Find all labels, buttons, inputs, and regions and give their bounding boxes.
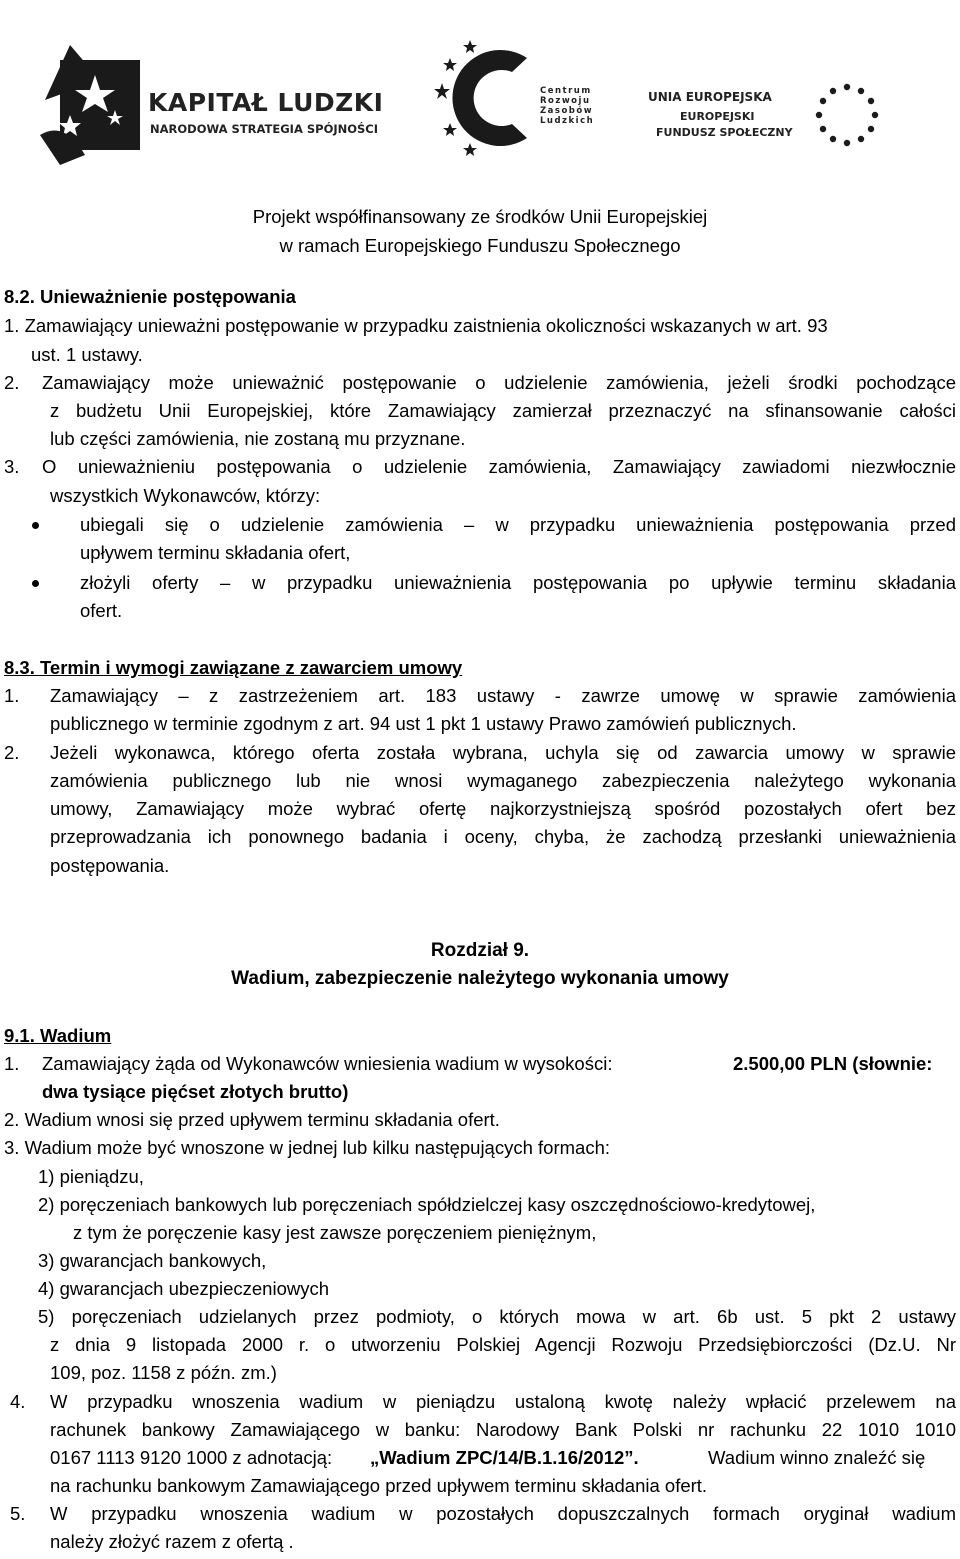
s82-p1-line1: 1. Zamawiający unieważni postępowanie w przypadku zaistnienia okoliczności wskazanych w art. 93 xyxy=(4,315,828,336)
s91-p4-line4: na rachunku bankowym Zamawiającego przed upływem terminu składania ofert. xyxy=(50,1475,708,1496)
s82-p2-line1: Zamawiający może unieważnić postępowanie o udzielenie zamówienia, jeżeli środki pochodzące xyxy=(42,372,956,393)
s83-p2-line5: postępowania. xyxy=(50,855,170,876)
s91-form-2-line1: 2) poręczeniach bankowych lub poręczeniach spółdzielczej kasy oszczędnościowo-kredytowej, xyxy=(38,1194,816,1215)
s82-p3-line1: O unieważnieniu postępowania o udzielenie zamówienia, Zamawiający zawiadomi niezwłocznie xyxy=(42,456,956,477)
kapital-ludzki-logo-icon xyxy=(40,40,150,170)
s82-p3-num: 3. xyxy=(4,456,20,477)
crzl-logo-icon xyxy=(432,28,542,168)
bullet-icon xyxy=(32,522,39,529)
s82-b2-line1: złożyli oferty – w przypadku unieważnienia postępowania po upływie terminu składania xyxy=(80,572,956,593)
s91-form-5-line1: 5) poręczeniach udzielanych przez podmioty, o których mowa w art. 6b ust. 5 pkt 2 ustawy xyxy=(38,1306,956,1327)
s82-p2-line2: z budżetu Unii Europejskiej, które Zamawiający zamierzał przeznaczyć na sfinansowanie całości xyxy=(50,400,956,421)
s91-p1-num: 1. xyxy=(4,1053,20,1074)
kapital-ludzki-subtitle: NARODOWA STRATEGIA SPÓJNOŚCI xyxy=(150,122,379,136)
s91-p5-num: 5. xyxy=(10,1503,26,1524)
chapter-9-title: Wadium, zabezpieczenie należytego wykonania umowy xyxy=(231,968,729,989)
s91-p4-line3c: Wadium winno znaleźć się xyxy=(708,1447,926,1468)
bullet-icon xyxy=(32,580,39,587)
s91-p4-num: 4. xyxy=(10,1391,26,1412)
kapital-ludzki-title: KAPITAŁ LUDZKI xyxy=(148,88,384,117)
s91-p1-line2: dwa tysiące pięćset złotych brutto) xyxy=(42,1081,349,1102)
s83-p2-line4: przeprowadzania ich ponownego badania i oceny, chyba, że zachodzą przesłanki unieważnienia xyxy=(50,826,956,847)
s91-p2: 2. Wadium wnosi się przed upływem terminu składania ofert. xyxy=(4,1109,500,1130)
s91-form-1: 1) pieniądzu, xyxy=(38,1166,144,1187)
s91-form-2-line2: z tym że poręczenie kasy jest zawsze poręczeniem pieniężnym, xyxy=(73,1222,597,1243)
s91-p5-line2: należy złożyć razem z ofertą . xyxy=(50,1531,294,1552)
s83-p2-num: 2. xyxy=(4,742,20,763)
section-9-1-title: 9.1. Wadium xyxy=(4,1025,112,1046)
s83-p1-line2: publicznego w terminie zgodnym z art. 94 ust 1 pkt 1 ustawy Prawo zamówień publicznych. xyxy=(50,713,797,734)
s91-p3: 3. Wadium może być wnoszone w jednej lub kilku następujących formach: xyxy=(4,1137,610,1158)
s91-form-4: 4) gwarancjach ubezpieczeniowych xyxy=(38,1278,330,1299)
s82-b1-line2: upływem terminu składania ofert, xyxy=(80,542,351,563)
s91-form-5-line3: 109, poz. 1158 z późn. zm.) xyxy=(50,1362,277,1383)
s91-p5-line1: W przypadku wnoszenia wadium w pozostałych dopuszczalnych formach oryginał wadium xyxy=(50,1503,956,1524)
s91-p4-line1: W przypadku wnoszenia wadium w pieniądzu ustaloną kwotę należy wpłacić przelewem na xyxy=(50,1391,956,1412)
s91-form-3: 3) gwarancjach bankowych, xyxy=(38,1250,267,1271)
s91-form-5-line2: z dnia 9 listopada 2000 r. o utworzeniu Polskiej Agencji Rozwoju Przedsiębiorczości (Dz.U. Nr xyxy=(50,1334,956,1355)
eu-stars-icon xyxy=(812,80,882,150)
s82-p2-line3: lub części zamówienia, nie zostaną mu przyznane. xyxy=(50,428,466,449)
crzl-text: Centrum Rozwoju Zasobów Ludzkich xyxy=(540,86,595,126)
s83-p1-num: 1. xyxy=(4,685,20,706)
ue-subtitle-2: FUNDUSZ SPOŁECZNY xyxy=(656,126,793,139)
s82-b2-line2: ofert. xyxy=(80,600,123,621)
s82-b1-line1: ubiegali się o udzielenie zamówienia – w przypadku unieważnienia postępowania przed xyxy=(80,514,956,535)
project-line-2: w ramach Europejskiego Funduszu Społecznego xyxy=(279,235,681,256)
s91-p4-annotation: „Wadium ZPC/14/B.1.16/2012”. xyxy=(370,1447,639,1468)
s83-p2-line1: Jeżeli wykonawca, którego oferta została wybrana, uchyla się od zawarcia umowy w sprawie xyxy=(50,742,956,763)
s91-p1-amount: 2.500,00 PLN (słownie: xyxy=(733,1053,933,1074)
header-logos xyxy=(0,0,960,200)
section-8-3-title: 8.3. Termin i wymogi zawiązane z zawarciem umowy xyxy=(4,657,463,678)
s83-p1-line1: Zamawiający – z zastrzeżeniem art. 183 ustawy - zawrze umowę w sprawie zamówienia xyxy=(50,685,956,706)
s82-p1-line2: ust. 1 ustawy. xyxy=(31,344,143,365)
s91-p1-line1a: Zamawiający żąda od Wykonawców wniesienia wadium w wysokości: xyxy=(42,1053,613,1074)
ue-subtitle-1: EUROPEJSKI xyxy=(680,110,755,123)
s91-p4-line2: rachunek bankowy Zamawiającego w banku: Narodowy Bank Polski nr rachunku 22 1010 1010 xyxy=(50,1419,956,1440)
s91-p4-line3a: 0167 1113 9120 1000 z adnotacją: xyxy=(50,1447,333,1468)
section-8-2-title: 8.2. Unieważnienie postępowania xyxy=(4,286,296,307)
s82-p2-num: 2. xyxy=(4,372,20,393)
project-line-1: Projekt współfinansowany ze środków Unii Europejskiej xyxy=(252,206,708,227)
ue-title: UNIA EUROPEJSKA xyxy=(648,90,772,104)
chapter-9-number: Rozdział 9. xyxy=(430,940,530,961)
s82-p3-line2: wszystkich Wykonawców, którzy: xyxy=(50,485,321,506)
s83-p2-line2: zamówienia publicznego lub nie wnosi wymaganego zabezpieczenia należytego wykonania xyxy=(50,770,956,791)
s83-p2-line3: umowy, Zamawiający może wybrać ofertę najkorzystniejszą spośród pozostałych ofert bez xyxy=(50,798,956,819)
